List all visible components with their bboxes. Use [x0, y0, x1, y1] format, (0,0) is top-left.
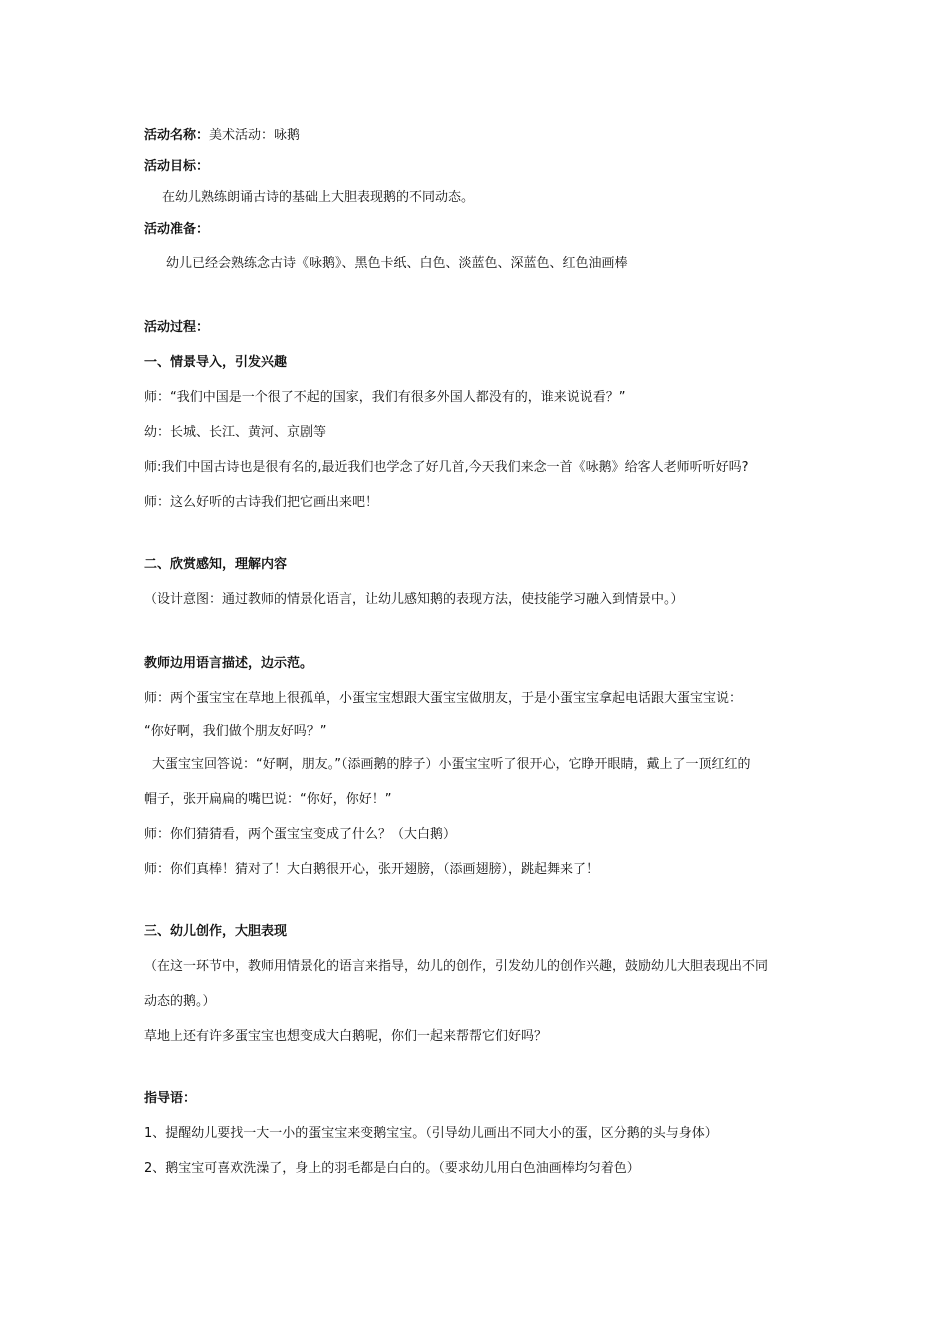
- guide-heading: 指导语：: [144, 1091, 197, 1106]
- activity-goal-text: 在幼儿熟练朗诵古诗的基础上大胆表现鹅的不同动态。: [162, 190, 475, 205]
- activity-prep-text: 幼儿已经会熟练念古诗《咏鹅》、黑色卡纸、白色、淡蓝色、深蓝色、红色油画棒: [166, 256, 628, 271]
- guide-item: 2、鹅宝宝可喜欢洗澡了，身上的羽毛都是白白的。（要求幼儿用白色油画棒均匀着色）: [144, 1161, 640, 1176]
- activity-prep-label: 活动准备：: [144, 222, 210, 237]
- activity-goal-label: 活动目标：: [144, 159, 210, 174]
- activity-name-value: 美术活动：咏鹅: [209, 128, 301, 143]
- section-2-line: 师：你们猜猜看，两个蛋宝宝变成了什么？（大白鹅）: [144, 827, 457, 842]
- section-2-line: 师：你们真棒！猜对了！大白鹅很开心，张开翅膀，（添画翅膀），跳起舞来了！: [144, 862, 600, 877]
- section-2-line: “你好啊，我们做个朋友好吗？”: [144, 724, 327, 739]
- section-1-line: 师:我们中国古诗也是很有名的,最近我们也学念了好几首,今天我们来念一首《咏鹅》给客人老师听听好吗?: [144, 460, 749, 475]
- section-3-heading: 三、幼儿创作，大胆表现: [144, 924, 288, 939]
- section-3-line: 动态的鹅。）: [144, 994, 216, 1009]
- activity-name-line: [144, 127, 300, 145]
- section-2-line: 帽子，张开扁扁的嘴巴说：“你好，你好！”: [144, 792, 392, 807]
- section-1-line: 师：“我们中国是一个很了不起的国家，我们有很多外国人都没有的，谁来说说看？”: [144, 390, 626, 405]
- section-1-line: 师：这么好听的古诗我们把它画出来吧！: [144, 495, 379, 510]
- section-2-line: 师：两个蛋宝宝在草地上很孤单，小蛋宝宝想跟大蛋宝宝做朋友，于是小蛋宝宝拿起电话跟大蛋宝宝说：: [144, 691, 743, 706]
- section-1-line: 幼：长城、长江、黄河、京剧等: [144, 425, 327, 440]
- section-2-heading: 二、欣赏感知，理解内容: [144, 557, 288, 572]
- process-title: 活动过程：: [144, 320, 210, 335]
- section-3-line: （在这一环节中，教师用情景化的语言来指导，幼儿的创作，引发幼儿的创作兴趣，鼓励幼儿大胆表现出不同: [144, 959, 769, 974]
- section-1-heading: 一、情景导入，引发兴趣: [144, 355, 288, 370]
- guide-item: 1、提醒幼儿要找一大一小的蛋宝宝来变鹅宝宝。（引导幼儿画出不同大小的蛋，区分鹅的头与身体）: [144, 1126, 718, 1141]
- section-2-line: 大蛋宝宝回答说：“好啊，朋友。”（添画鹅的脖子）小蛋宝宝听了很开心，它睁开眼睛，戴上了一顶红红的: [152, 757, 751, 772]
- demo-heading: 教师边用语言描述，边示范。: [144, 656, 314, 671]
- activity-name-label: 活动名称：: [144, 128, 210, 143]
- section-2-note: （设计意图：通过教师的情景化语言，让幼儿感知鹅的表现方法，使技能学习融入到情景中。）: [144, 592, 684, 607]
- section-3-line: 草地上还有许多蛋宝宝也想变成大白鹅呢，你们一起来帮帮它们好吗？: [144, 1029, 548, 1044]
